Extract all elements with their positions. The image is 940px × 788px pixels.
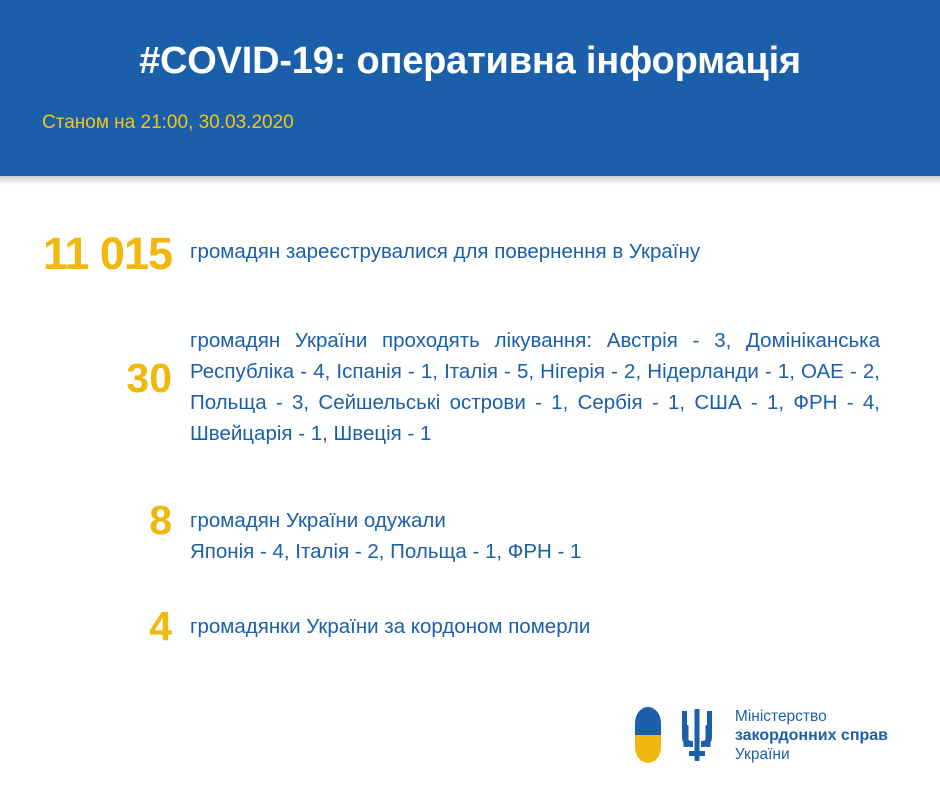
bottom-bar [0,774,940,788]
stat-text-recovered [190,499,880,567]
stat-row-registered [0,228,900,277]
report-timestamp: Станом на 21:00, 30.03.2020 [42,112,294,133]
stat-number-treatment: 30 [126,355,172,402]
mfa-logo-line-1: Міністерство [734,707,827,725]
stat-row-died [0,605,900,648]
stat-row-recovered [0,499,900,567]
stat-text-registered: громадян зареєструвалися для повернення в Україну [190,240,701,263]
statistics-list [0,176,940,648]
stat-text-recovered-countries: Японія - 4, Італія - 2, Польща - 1, ФРН - 1 [190,540,582,564]
footer [0,680,940,788]
trident-icon [673,706,721,764]
stat-text-treatment: громадян України проходять лікування: Австрія - 3, Домініканська Республіка - 4, Іспанія - 1, Італія - 5, Нігерія - 2, Нідерланди - 1, ОАЕ - 2, Польща - 3, Сейшельські острови - 1, Сербія - 1, США - 1, ФРН - 4, Швейцарія - 1, Швеція - 1 [190,329,880,446]
mfa-logo-text [735,707,888,764]
stat-text-died: громадянки України за кордоном померли [190,615,591,639]
mfa-logo [635,706,888,764]
mfa-logo-line-3: України [734,745,790,763]
stat-number-recovered: 8 [149,497,172,544]
mfa-logo-line-2: закордонних справ [734,726,888,744]
stat-number-died: 4 [149,603,172,650]
stat-text-recovered-main: громадян України одужали [190,509,446,533]
ukraine-flag-icon [635,707,661,763]
stat-number-registered: 11 015 [42,228,172,279]
header-banner [0,0,940,176]
stat-row-treatment [0,323,900,449]
page-title: #COVID-19: оперативна інформація [139,40,801,82]
